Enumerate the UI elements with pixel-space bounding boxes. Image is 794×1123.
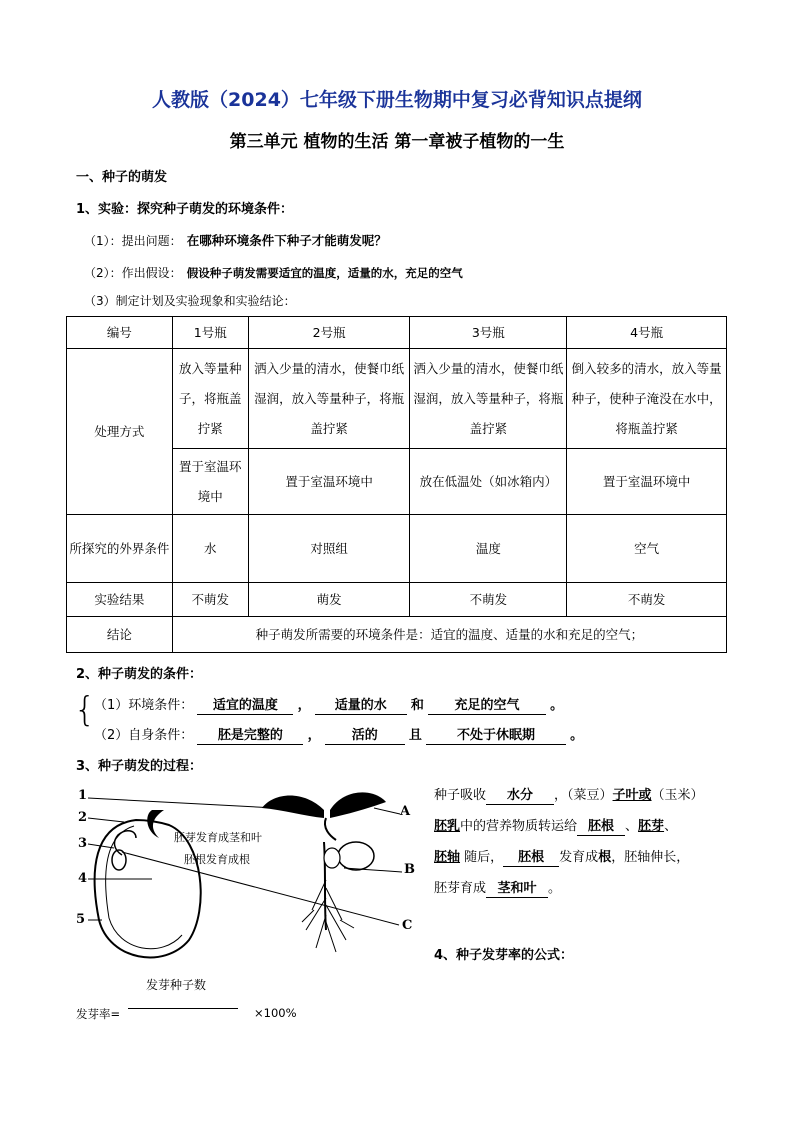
table-cell: 倒入较多的清水，放入等量种子，使种子淹没在水中，将瓶盖拧紧 — [567, 349, 727, 449]
process-part: 种子吸收 — [434, 788, 487, 803]
process-part: 随后， — [464, 850, 504, 865]
table-header-cell: 2号瓶 — [248, 317, 410, 349]
table-header-cell: 编号 — [67, 317, 173, 349]
table-cell: 水 — [172, 515, 248, 583]
env-conditions: （1）环境条件： 适宜的温度 ， 适量的水 和 充足的空气 。 — [94, 698, 564, 713]
section-heading: 一、种子的萌发 — [76, 170, 168, 185]
table-cell: 空气 — [567, 515, 727, 583]
diagram-label-2: 2 — [78, 810, 88, 825]
table-cell: 放在低温处（如冰箱内） — [410, 449, 567, 515]
table-row — [67, 583, 727, 617]
table-row-label: 结论 — [67, 617, 173, 653]
diagram-label-4: 4 — [78, 871, 88, 886]
table-header-cell: 4号瓶 — [567, 317, 727, 349]
seedling-bud — [325, 818, 336, 840]
step-1 — [84, 230, 387, 249]
experiment-table — [66, 316, 727, 653]
process-blank: 胚根 — [577, 819, 625, 836]
formula-numerator: 发芽种子数 — [146, 978, 207, 992]
table-cell: 置于室温环境中 — [248, 449, 410, 515]
process-keyword: 胚轴 — [434, 850, 461, 865]
table-cell: 不萌发 — [410, 583, 567, 617]
brace-icon: { — [74, 690, 96, 730]
diagram-label-3: 3 — [78, 836, 88, 851]
table-row — [67, 617, 727, 653]
step-1-label: （1）：提出问题： — [84, 234, 182, 248]
table-cell: 洒入少量的清水，使餐巾纸湿润，放入等量种子，将瓶盖拧紧 — [248, 349, 410, 449]
formula-tail: ×100% — [254, 1006, 297, 1020]
process-text — [434, 780, 734, 904]
process-part: （玉米） — [651, 788, 704, 803]
process-part: 中的营养物质转运给 — [460, 819, 578, 834]
process-part: ，胚轴伸长， — [611, 850, 690, 865]
diagram-label-5: 5 — [76, 912, 86, 927]
seedling-leaf — [330, 792, 386, 818]
page-subtitle: 第三单元 植物的生活 第一章被子植物的一生 — [229, 132, 565, 152]
process-part: 。 — [548, 881, 562, 896]
process-part: 发育成 — [559, 850, 599, 865]
diagram-note-1: 胚芽发育成茎和叶 — [174, 831, 262, 844]
table-row-label: 实验结果 — [67, 583, 173, 617]
roots — [302, 880, 354, 952]
process-keyword: 根 — [598, 850, 612, 865]
step-2-label: （2）：作出假设： — [84, 266, 182, 280]
table-cell: 置于室温环境中 — [567, 449, 727, 515]
table-cell: 不萌发 — [567, 583, 727, 617]
diagram-label-1: 1 — [78, 788, 88, 803]
step-2-text: 假设种子萌发需要适宜的温度，适量的水，充足的空气 — [186, 266, 463, 280]
self-blank: 不处于休眠期 — [426, 728, 566, 745]
self-label: （2）自身条件： — [94, 728, 194, 743]
table-header-cell: 3号瓶 — [410, 317, 567, 349]
diagram-note-2: 胚根发育成根 — [184, 853, 250, 866]
process-blank: 胚根 — [503, 850, 559, 867]
germination-diagram — [74, 780, 424, 970]
process-keyword: 胚芽 — [638, 819, 665, 834]
process-blank: 茎和叶 — [486, 881, 548, 898]
step-2 — [84, 262, 463, 281]
process-keyword: 子叶或 — [612, 788, 652, 803]
process-keyword: 胚乳 — [434, 819, 461, 834]
table-row — [67, 349, 727, 449]
table-header-cell: 1号瓶 — [172, 317, 248, 349]
table-cell: 不萌发 — [172, 583, 248, 617]
page-title: 人教版（2024）七年级下册生物期中复习必背知识点提纲 — [152, 89, 642, 111]
diagram-label-b: B — [404, 862, 415, 877]
table-row-label: 处理方式 — [67, 349, 173, 515]
item-heading-3: 3、种子萌发的过程： — [76, 759, 203, 774]
process-part: ，（菜豆） — [554, 788, 613, 803]
diagram-label-c: C — [402, 918, 413, 933]
table-row — [67, 515, 727, 583]
process-blank: 水分 — [486, 788, 554, 805]
process-part: 、 — [664, 819, 678, 834]
table-cell: 种子萌发所需要的环境条件是：适宜的温度、适量的水和充足的空气； — [172, 617, 726, 653]
table-row-label: 所探究的外界条件 — [67, 515, 173, 583]
seedling-leaf — [262, 796, 324, 819]
formula-fraction-line — [128, 1008, 238, 1009]
table-cell: 对照组 — [248, 515, 410, 583]
cotyledon-shape — [338, 842, 374, 870]
diagram-label-a: A — [400, 804, 411, 819]
table-cell: 萌发 — [248, 583, 410, 617]
table-row — [67, 317, 727, 349]
self-blank: 胚是完整的 — [197, 728, 303, 745]
seed-coat — [106, 826, 182, 949]
step-1-text: 在哪种环境条件下种子才能萌发呢？ — [186, 233, 387, 248]
item-heading-4: 4、种子发芽率的公式： — [434, 948, 574, 963]
self-blank: 活的 — [325, 728, 405, 745]
env-blank: 适宜的温度 — [197, 698, 293, 715]
env-label: （1）环境条件： — [94, 698, 194, 713]
label-line-2 — [88, 818, 124, 822]
table-cell: 置于室温环境中 — [172, 449, 248, 515]
embryo-bud — [115, 831, 136, 855]
table-cell: 温度 — [410, 515, 567, 583]
process-part: 、 — [625, 819, 639, 834]
item-heading-2: 2、种子萌发的条件： — [76, 667, 203, 682]
item-heading-1: 1、实验：探究种子萌发的环境条件： — [76, 202, 294, 217]
table-cell: 洒入少量的清水，使餐巾纸湿润，放入等量种子，将瓶盖拧紧 — [410, 349, 567, 449]
formula-label: 发芽率= — [76, 1007, 121, 1021]
env-blank: 充足的空气 — [428, 698, 546, 715]
cotyledon-shape — [324, 848, 340, 868]
table-cell: 放入等量种子，将瓶盖拧紧 — [172, 349, 248, 449]
self-conditions: （2）自身条件： 胚是完整的 ， 活的 且 不处于休眠期 。 — [94, 728, 584, 743]
process-part: 胚芽育成 — [434, 881, 487, 896]
self-and: 且 — [408, 728, 422, 743]
label-line-a — [374, 808, 400, 814]
env-blank: 适量的水 — [315, 698, 407, 715]
env-and: 和 — [410, 698, 424, 713]
step-3: （3）制定计划及实验现象和实验结论： — [84, 294, 296, 308]
